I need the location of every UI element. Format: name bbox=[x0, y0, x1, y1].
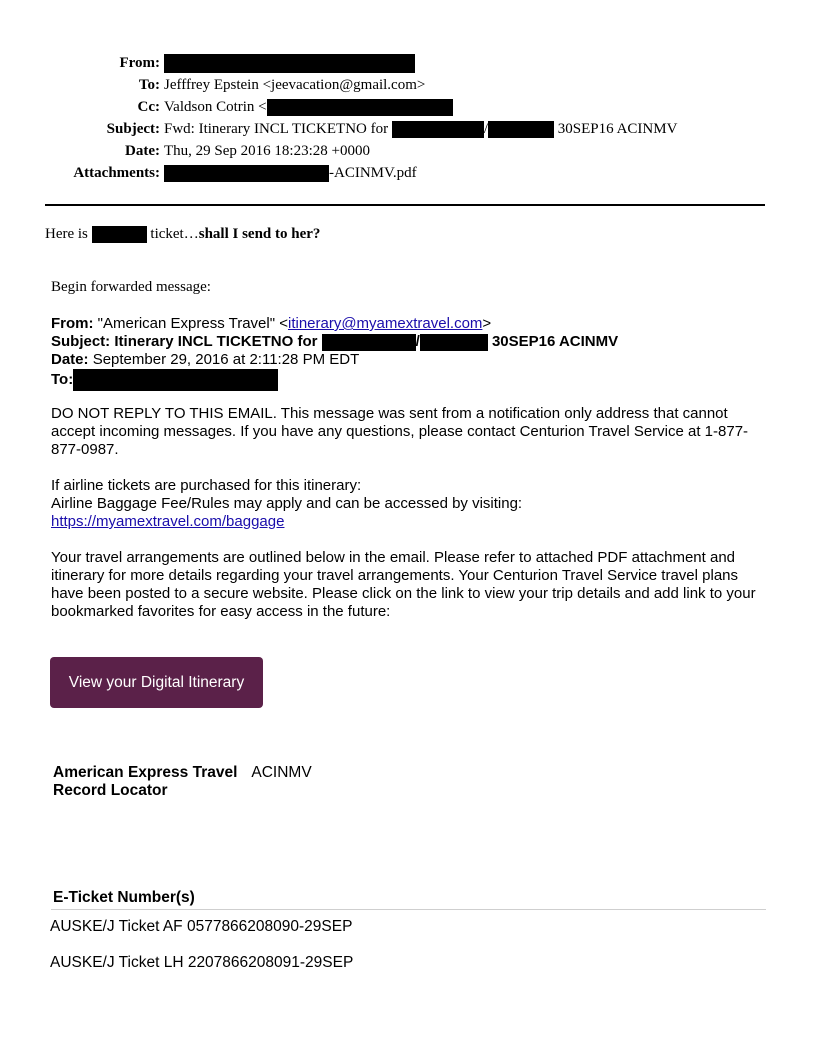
note-question: shall I send to her? bbox=[198, 226, 321, 242]
header-cc-row bbox=[0, 96, 816, 118]
cc-value bbox=[164, 96, 453, 118]
subject-suffix: 30SEP16 ACINMV bbox=[557, 121, 678, 137]
fwd-from-label: From: bbox=[51, 315, 94, 332]
subject-value bbox=[164, 118, 677, 140]
header-divider bbox=[45, 204, 765, 206]
record-label-line1: American Express Travel bbox=[53, 764, 238, 781]
redaction-bar bbox=[73, 369, 278, 391]
to-value: Jefffrey Epstein <jeevacation@gmail.com> bbox=[164, 77, 426, 93]
record-label-line2: Record Locator bbox=[53, 782, 168, 799]
subject-label: Subject: bbox=[106, 121, 160, 137]
note-middle: ticket… bbox=[150, 226, 199, 242]
header-to-row bbox=[0, 74, 816, 96]
forward-note bbox=[45, 226, 320, 243]
baggage-link[interactable]: https://myamextravel.com/baggage bbox=[51, 513, 285, 530]
attachment-filename[interactable]: -ACINMV.pdf bbox=[329, 165, 417, 181]
note-prefix: Here is bbox=[45, 226, 88, 242]
begin-forwarded-label: Begin forwarded message: bbox=[51, 279, 211, 295]
eticket-divider bbox=[51, 909, 766, 910]
eticket-heading: E-Ticket Number(s) bbox=[53, 889, 195, 906]
header-subject-row bbox=[0, 118, 816, 140]
cc-text: Valdson Cotrin < bbox=[164, 99, 267, 115]
record-locator-value: ACINMV bbox=[251, 764, 312, 781]
attachment-value[interactable] bbox=[164, 162, 417, 184]
redaction-bar bbox=[164, 54, 415, 73]
fwd-subject-row bbox=[51, 333, 618, 351]
fwd-to-row bbox=[51, 369, 618, 387]
fwd-from-row bbox=[51, 315, 618, 333]
redaction-bar bbox=[92, 226, 147, 243]
view-digital-itinerary-button[interactable]: View your Digital Itinerary bbox=[50, 657, 263, 708]
date-value: Thu, 29 Sep 2016 18:23:28 +0000 bbox=[164, 143, 370, 159]
date-label: Date: bbox=[125, 143, 160, 159]
email-header bbox=[0, 52, 816, 184]
redaction-bar bbox=[488, 121, 554, 138]
fwd-from-name: "American Express Travel" < bbox=[97, 315, 288, 332]
cc-label: Cc: bbox=[137, 99, 160, 115]
eticket-list bbox=[50, 918, 353, 990]
redaction-bar bbox=[392, 121, 484, 138]
do-not-reply-paragraph: DO NOT REPLY TO THIS EMAIL. This message was sent from a notification only address that cannot accept incoming messages. If you have any questions, please contact Centurion Travel Service at 1-877-877-0987. bbox=[51, 405, 749, 458]
fwd-from-email-link[interactable]: itinerary@myamextravel.com bbox=[287, 315, 483, 332]
subject-slash: / bbox=[483, 121, 489, 137]
fwd-date-value: September 29, 2016 at 2:11:28 PM EDT bbox=[92, 351, 360, 368]
header-attachments-row bbox=[0, 162, 816, 184]
airline-baggage-paragraph bbox=[51, 477, 763, 531]
record-locator-label bbox=[53, 764, 237, 800]
eticket-item: AUSKE/J Ticket AF 0577866208090-29SEP bbox=[50, 918, 353, 935]
fwd-from-close: > bbox=[482, 315, 492, 332]
fwd-to-label: To: bbox=[51, 370, 74, 388]
fwd-subject-suffix: 30SEP16 ACINMV bbox=[491, 333, 619, 350]
redaction-bar bbox=[420, 334, 488, 351]
header-from-row bbox=[0, 52, 816, 74]
to-label: To: bbox=[138, 77, 160, 93]
attachments-label: Attachments: bbox=[73, 165, 160, 181]
fwd-date-label: Date: bbox=[51, 351, 89, 368]
forwarded-headers bbox=[51, 315, 618, 387]
airline-line-1: If airline tickets are purchased for this itinerary: bbox=[51, 477, 362, 494]
redaction-bar bbox=[267, 99, 453, 116]
record-locator bbox=[53, 764, 312, 800]
redaction-bar bbox=[164, 165, 329, 182]
redaction-bar bbox=[322, 334, 416, 351]
airline-line-2: Airline Baggage Fee/Rules may apply and can be accessed by visiting: bbox=[51, 495, 523, 512]
arrangements-paragraph: Your travel arrangements are outlined below in the email. Please refer to attached PDF attachment and itinerary for more details regarding your travel arrangements. Your Centurion Travel Service travel plans have been posted to a secure website. Please click on the link to view your trip details and add link to your bookmarked favorites for easy access in the future: bbox=[51, 549, 756, 620]
fwd-subject-label: Subject: bbox=[51, 333, 111, 350]
from-label: From: bbox=[119, 55, 160, 71]
header-date-row bbox=[0, 140, 816, 162]
subject-prefix: Fwd: Itinerary INCL TICKETNO for bbox=[164, 121, 389, 137]
from-value bbox=[164, 52, 415, 74]
eticket-item: AUSKE/J Ticket LH 2207866208091-29SEP bbox=[50, 954, 354, 971]
fwd-date-row bbox=[51, 351, 618, 369]
fwd-subject-text: Itinerary INCL TICKETNO for bbox=[114, 333, 318, 350]
fwd-subject-slash: / bbox=[415, 333, 420, 350]
